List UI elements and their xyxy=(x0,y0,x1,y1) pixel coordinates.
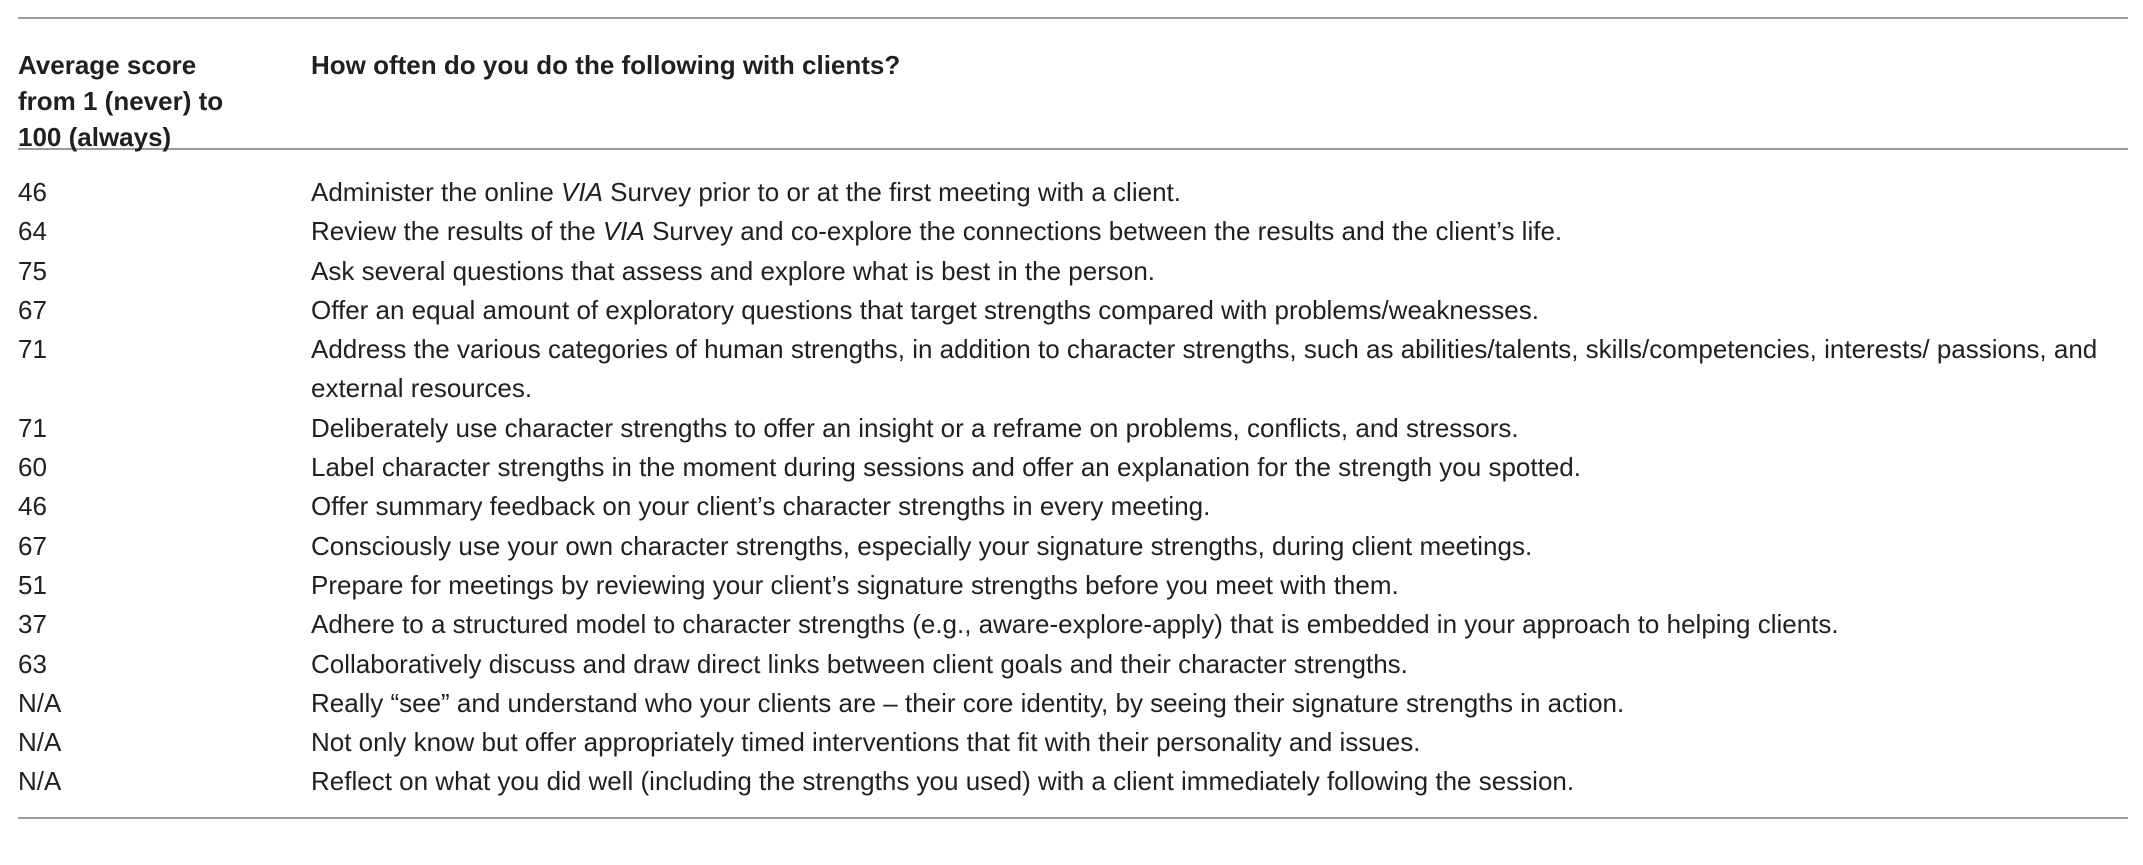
table-body xyxy=(18,150,2128,817)
table-row xyxy=(18,566,2128,605)
item-cell xyxy=(311,330,2128,409)
item-cell xyxy=(311,566,2128,605)
score-cell: N/A xyxy=(18,687,62,718)
score-cell: N/A xyxy=(18,727,62,758)
item-cell xyxy=(311,409,2128,448)
item-text: Ask several questions that assess and explore what is best in the person. xyxy=(311,255,1156,286)
item-text-cont: Survey and co-explore the connections between the results and the client’s life. xyxy=(644,216,1563,247)
score-cell: 60 xyxy=(18,452,47,483)
item-cell xyxy=(311,173,2128,212)
bottom-rule xyxy=(18,817,2128,819)
table-row xyxy=(18,645,2128,684)
item-cell xyxy=(311,684,2128,723)
item-cell xyxy=(311,762,2128,801)
table-row xyxy=(18,684,2128,723)
question-column-header: How often do you do the following with clients? xyxy=(311,50,901,80)
score-cell: 64 xyxy=(18,216,47,247)
table-row xyxy=(18,252,2128,291)
item-text: Administer the online xyxy=(311,177,562,207)
item-text: Consciously use your own character strengths, especially your signature strengths, during client meetings. xyxy=(311,530,1533,561)
table-header xyxy=(18,19,2128,152)
score-cell: 46 xyxy=(18,491,47,522)
item-text: Really “see” and understand who your clients are – their core identity, by seeing their signature strengths in action. xyxy=(311,687,1625,718)
score-cell: 67 xyxy=(18,294,47,325)
item-text: Reflect on what you did well (including the strengths you used) with a client immediately following the session. xyxy=(311,766,1575,797)
score-cell: 67 xyxy=(18,530,47,561)
item-cell xyxy=(311,645,2128,684)
table-row xyxy=(18,762,2128,801)
strengths-practice-table xyxy=(18,17,2128,819)
item-text: Prepare for meetings by reviewing your client’s signature strengths before you meet with them. xyxy=(311,569,1399,600)
score-cell: 75 xyxy=(18,255,47,286)
score-cell: 51 xyxy=(18,569,47,600)
score-cell: 63 xyxy=(18,648,47,679)
score-cell: 71 xyxy=(18,334,47,365)
table-row xyxy=(18,605,2128,644)
item-text: Not only know but offer appropriately timed interventions that fit with their personality and issues. xyxy=(311,727,1421,758)
score-cell: 71 xyxy=(18,412,47,443)
table-row xyxy=(18,723,2128,762)
item-cell xyxy=(311,527,2128,566)
table-row xyxy=(18,487,2128,526)
table-row xyxy=(18,448,2128,487)
score-cell: N/A xyxy=(18,766,62,797)
item-text-italic: VIA xyxy=(561,177,603,207)
item-text: Offer summary feedback on your client’s character strengths in every meeting. xyxy=(311,491,1211,522)
item-text: Offer an equal amount of exploratory questions that target strengths compared with problems/weaknesses. xyxy=(311,294,1539,325)
item-text: Deliberately use character strengths to offer an insight or a reframe on problems, conflicts, and stressors. xyxy=(311,412,1519,443)
item-text: Label character strengths in the moment during sessions and offer an explanation for the strength you spotted. xyxy=(311,452,1581,483)
item-text-italic: VIA xyxy=(602,216,645,247)
item-cell xyxy=(311,487,2128,526)
table-row xyxy=(18,291,2128,330)
item-cell xyxy=(311,291,2128,330)
score-cell: 46 xyxy=(18,177,47,207)
table-row xyxy=(18,527,2128,566)
score-column-header: Average score from 1 (never) to 100 (always) xyxy=(18,50,224,152)
item-text-cont: Survey prior to or at the first meeting with a client. xyxy=(602,177,1181,207)
item-text: Adhere to a structured model to character strengths (e.g., aware-explore-apply) that is embedded in your approach to helping clients. xyxy=(311,609,1839,640)
item-cell xyxy=(311,252,2128,291)
table-row xyxy=(18,173,2128,212)
score-cell: 37 xyxy=(18,609,47,640)
table-row xyxy=(18,212,2128,251)
item-text: Review the results of the xyxy=(311,216,603,247)
item-text: Collaboratively discuss and draw direct links between client goals and their character strengths. xyxy=(311,648,1408,679)
item-text: Address the various categories of human strengths, in addition to character strengths, such as abilities/talents, skills/competencies, interests/ passions, and external resources. xyxy=(311,334,2098,404)
table-row xyxy=(18,330,2128,409)
item-cell xyxy=(311,448,2128,487)
item-cell xyxy=(311,212,2128,251)
item-cell xyxy=(311,605,2128,644)
item-cell xyxy=(311,723,2128,762)
table-row xyxy=(18,409,2128,448)
